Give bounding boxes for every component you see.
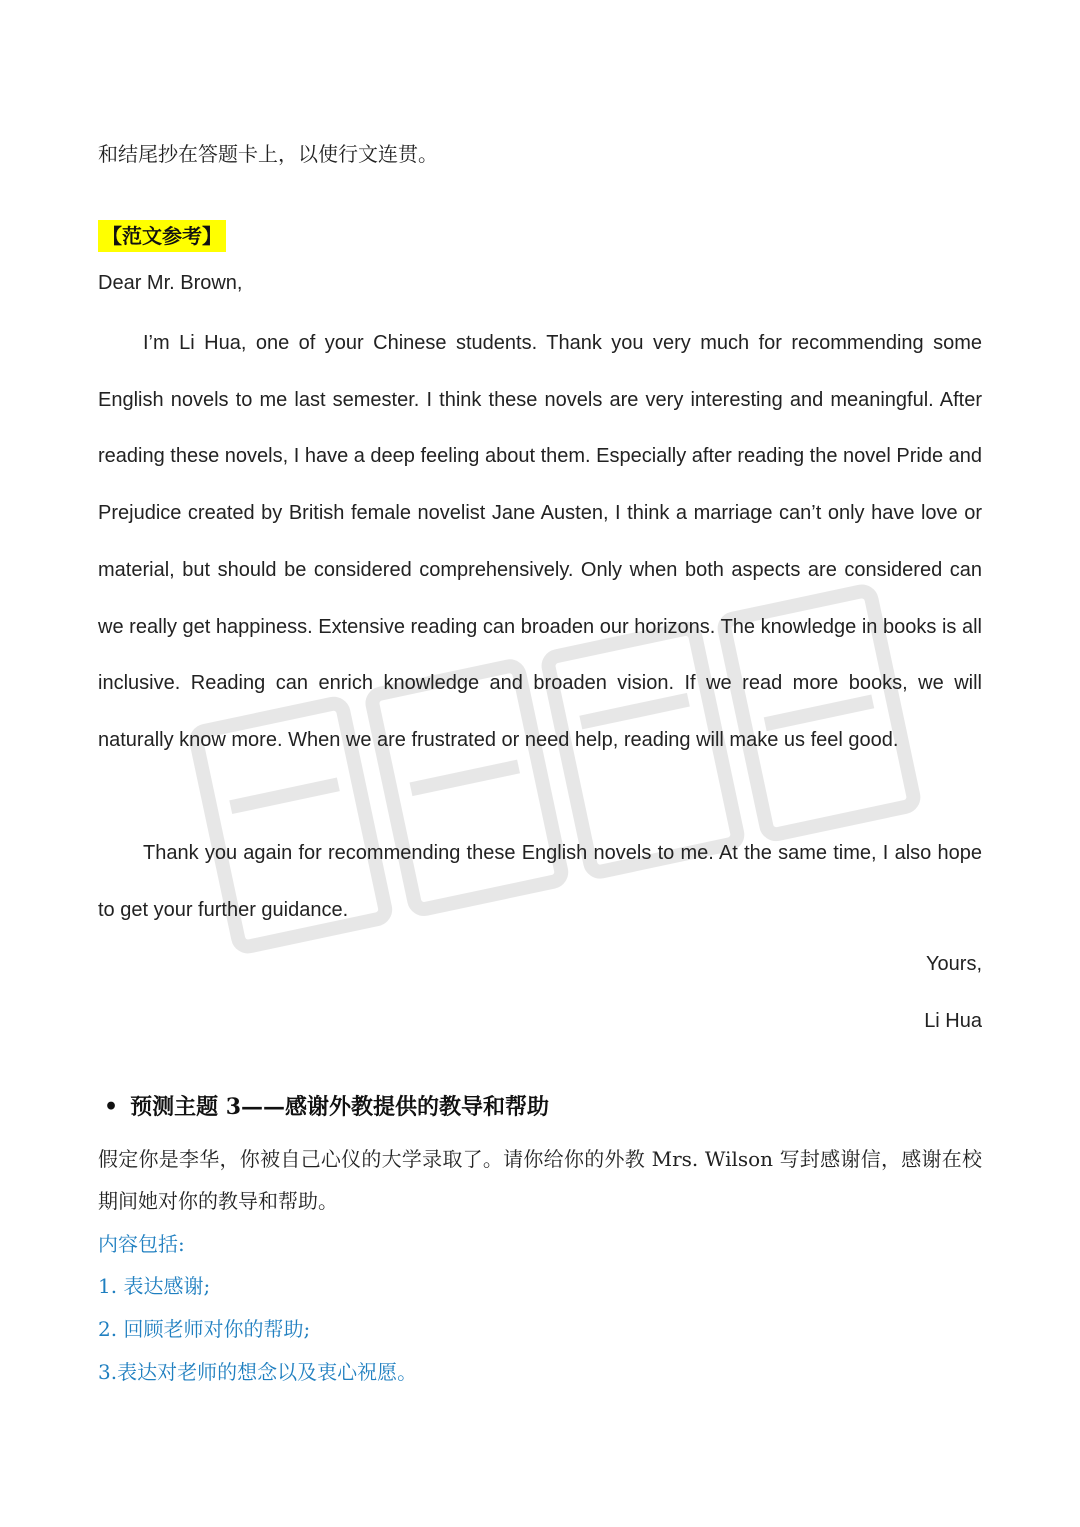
content-label: 内容包括: xyxy=(98,1232,185,1256)
letter-paragraph-1: I’m Li Hua, one of your Chinese students. Thank you very much for recommending some English novels to me last semester. I think these novels are very interesting and meaningful. After reading these novels, I have a deep feeling about them. Especially after reading the novel Pride and Prejudice created by British female novelist Jane Austen, I think a marriage can’t only have love or material, but should be considered comprehensively. Only when both aspects are considered can we really get happiness. Extensive reading can broaden our horizons. The knowledge in books is all inclusive. Reading can enrich knowledge and broaden vision. If we read more books, we will naturally know more. When we are frustrated or need help, reading will make us feel good. xyxy=(98,332,982,751)
content-item-2: 2. 回顾老师对你的帮助; xyxy=(98,1317,311,1341)
letter-paragraph-1-container xyxy=(98,315,982,769)
content-item-3: 3.表达对老师的想念以及衷心祝愿。 xyxy=(98,1360,418,1384)
section-tag: 【范文参考】 xyxy=(98,220,226,252)
topic-heading xyxy=(104,1090,549,1121)
letter-greeting: Dear Mr. Brown, xyxy=(98,272,243,294)
intro-tail-text: 和结尾抄在答题卡上，以使行文连贯。 xyxy=(98,142,438,166)
content-item-1: 1. 表达感谢; xyxy=(98,1274,211,1298)
letter-closing: Yours, xyxy=(926,953,982,975)
writing-prompt: 假定你是李华，你被自己心仪的大学录取了。请你给你的外教 Mrs. Wilson 写封感谢信，感谢在校期间她对你的教导和帮助。 xyxy=(98,1147,982,1213)
letter-paragraph-2-container xyxy=(98,825,982,938)
bullet-icon: • xyxy=(104,1094,119,1120)
letter-paragraph-2: Thank you again for recommending these English novels to me. At the same time, I also hope to get your further guidance. xyxy=(98,842,982,921)
topic-title: 预测主题 3——感谢外教提供的教导和帮助 xyxy=(130,1094,550,1120)
letter-signature: Li Hua xyxy=(924,1010,982,1032)
